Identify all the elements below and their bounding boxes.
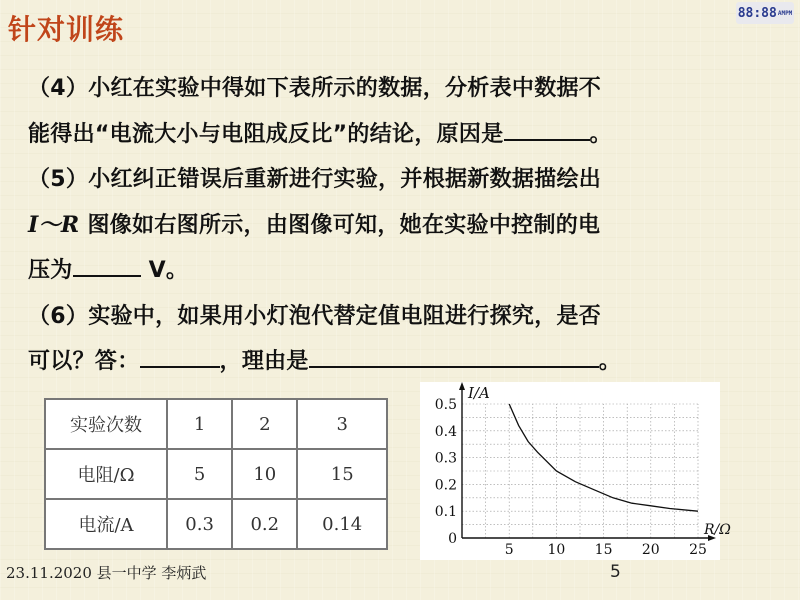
q6-reason-blank[interactable] — [309, 344, 599, 368]
q4-line2-end: 。 — [589, 121, 612, 147]
q5-line3-text: 压为 — [28, 258, 73, 283]
q6-line2 — [28, 339, 773, 385]
q4-line2-text: 能得出“电流大小与电阻成反比”的结论，原因是 — [28, 121, 504, 147]
q6-answer-blank[interactable] — [140, 344, 220, 368]
q6-line2-mid: ，理由是 — [219, 349, 309, 374]
page-number: 5 — [610, 562, 621, 582]
q4-line1: （4）小红在实验中得如下表所示的数据，分析表中数据不 — [28, 76, 602, 101]
y-tick-label: 0.1 — [434, 504, 457, 521]
origin-label: 0 — [448, 531, 457, 547]
q5-variable: I～R — [28, 211, 80, 238]
q6-line1: （6）实验中，如果用小灯泡代替定值电阻进行探究，是否 — [28, 303, 602, 329]
table-cell: 0.2 — [232, 499, 297, 549]
q4-answer-blank[interactable] — [504, 117, 590, 141]
x-axis-label: R/Ω — [704, 522, 731, 538]
y-tick-label: 0.4 — [434, 423, 457, 440]
table-cell: 15 — [297, 449, 387, 499]
y-axis-arrow — [459, 382, 465, 390]
q6-line2-text: 可以？答： — [28, 349, 140, 374]
clock-ampm: AMPM — [777, 9, 793, 17]
table-cell: 0.14 — [297, 499, 387, 549]
data-table — [44, 398, 388, 550]
ir-chart-svg — [420, 382, 731, 560]
x-tick-label: 10 — [547, 542, 566, 558]
table-cell: 3 — [297, 399, 387, 449]
clock-widget — [736, 2, 794, 24]
q4-line2 — [28, 112, 773, 158]
table-cell: 实验次数 — [45, 399, 167, 449]
q5-line3 — [28, 248, 773, 294]
q6-line2-end: 。 — [598, 349, 622, 374]
q5-line2 — [28, 203, 773, 249]
table-cell: 电流/A — [45, 499, 167, 549]
table-cell: 0.3 — [167, 499, 232, 549]
y-axis-label: I/A — [468, 384, 490, 402]
table-row — [45, 399, 387, 449]
q5-line1: （5）小红纠正错误后重新进行实验，并根据新数据描绘出 — [28, 167, 602, 192]
footer-date-author: 23.11.2020 县一中学 李炳武 — [6, 564, 207, 582]
x-tick-label: 5 — [504, 542, 514, 558]
y-tick-label: 0.2 — [434, 477, 457, 494]
ir-chart — [420, 382, 731, 560]
x-tick-label: 25 — [689, 542, 707, 558]
y-tick-label: 0.3 — [434, 450, 457, 467]
slide-title: 针对训练 — [8, 13, 125, 46]
table-row — [45, 499, 387, 549]
table-cell: 电阻/Ω — [45, 449, 167, 499]
q5-answer-blank[interactable] — [73, 253, 141, 277]
x-tick-label: 20 — [641, 542, 660, 558]
table-cell: 5 — [167, 449, 232, 499]
q5-line3-end: V。 — [140, 258, 189, 283]
clock-time: 88:88 — [737, 5, 777, 21]
question-text — [28, 66, 773, 385]
table-cell: 10 — [232, 449, 297, 499]
table-cell: 1 — [167, 399, 232, 449]
q5-line2-text: 图像如右图所示，由图像可知，她在实验中控制的电 — [79, 212, 601, 238]
y-tick-label: 0.5 — [434, 397, 457, 413]
table-row — [45, 449, 387, 499]
table-cell: 2 — [232, 399, 297, 449]
x-tick-label: 15 — [594, 542, 613, 558]
